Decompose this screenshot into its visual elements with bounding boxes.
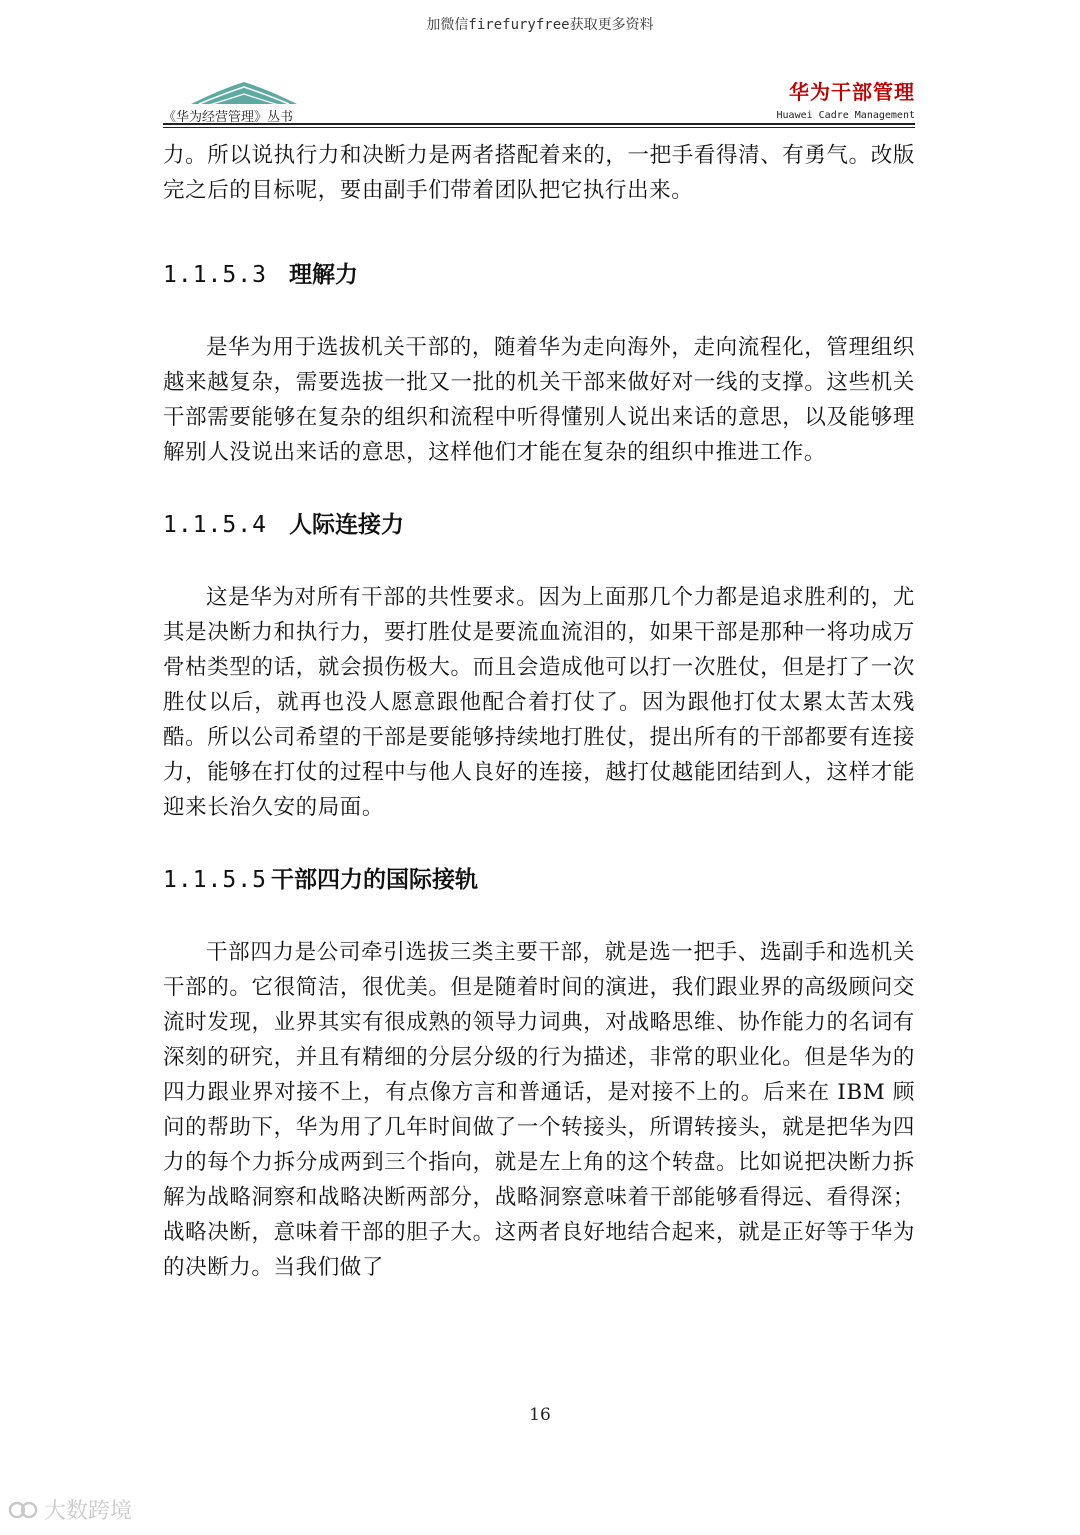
page-content: [163, 138, 915, 1285]
mountain-logo-icon: [189, 78, 299, 108]
section-number: 1.1.5.4: [163, 512, 267, 538]
series-name: 《华为经营管理》丛书: [163, 110, 294, 125]
page-header: [163, 70, 915, 124]
watermark-logo-icon: [8, 1499, 38, 1521]
header-divider: [163, 123, 915, 125]
intro-paragraph: 力。所以说执行力和决断力是两者搭配着来的，一把手看得清、有勇气。改版完之后的目标呢，要由副手们带着团队把它执行出来。: [163, 143, 915, 203]
section-number: 1.1.5.3: [163, 262, 267, 288]
section-paragraph: 干部四力是公司牵引选拔三类主要干部，就是选一把手、选副手和选机关干部的。它很简洁，很优美。但是随着时间的演进，我们跟业界的高级顾问交流时发现，业界其实有很成熟的领导力词典，对战略思维、协作能力的名词有深刻的研究，并且有精细的分层分级的行为描述，非常的职业化。但是华为的四力跟业界对接不上，有点像方言和普通话，是对接不上的。后来在 IBM 顾问的帮助下，华为用了几年时间做了一个转接头，所谓转接头，就是把华为四力的每个力拆分成两到三个指向，就是左上角的这个转盘。比如说把决断力拆解为战略洞察和战略决断两部分，战略洞察意味着干部能够看得远、看得深；战略决断，意味着干部的胆子大。这两者良好地结合起来，就是正好等于华为的决断力。当我们做了: [163, 940, 915, 1280]
section-title: 理解力: [288, 262, 358, 288]
book-subtitle: Huawei Cadre Management: [776, 110, 915, 121]
section-title: 干部四力的国际接轨: [270, 867, 478, 893]
section-heading: [163, 865, 915, 895]
section-heading: [163, 260, 915, 290]
section-heading: [163, 510, 915, 540]
section-paragraph: 是华为用于选拔机关干部的，随着华为走向海外，走向流程化，管理组织越来越复杂，需要选拔一批又一批的机关干部来做好对一线的支撑。这些机关干部需要能够在复杂的组织和流程中听得懂别人说出来话的意思，以及能够理解别人没说出来话的意思，这样他们才能在复杂的组织中推进工作。: [163, 335, 915, 465]
section-paragraph: 这是华为对所有干部的共性要求。因为上面那几个力都是追求胜利的，尤其是决断力和执行力，要打胜仗是要流血流泪的，如果干部是那种一将功成万骨枯类型的话，就会损伤极大。而且会造成他可以打一次胜仗，但是打了一次胜仗以后，就再也没人愿意跟他配合着打仗了。因为跟他打仗太累太苦太残酷。所以公司希望的干部是要能够持续地打胜仗，提出所有的干部都要有连接力，能够在打仗的过程中与他人良好的连接，越打仗越能团结到人，这样才能迎来长治久安的局面。: [163, 585, 915, 820]
top-note: 加微信firefuryfree获取更多资料: [426, 17, 654, 33]
watermark: [8, 1494, 132, 1525]
section-number: 1.1.5.5: [163, 867, 267, 893]
header-divider-thin: [163, 127, 915, 128]
page-number: 16: [529, 1405, 551, 1425]
book-title: 华为干部管理: [789, 80, 915, 104]
section-title: 人际连接力: [288, 512, 404, 538]
watermark-text: 大数跨境: [44, 1499, 133, 1524]
